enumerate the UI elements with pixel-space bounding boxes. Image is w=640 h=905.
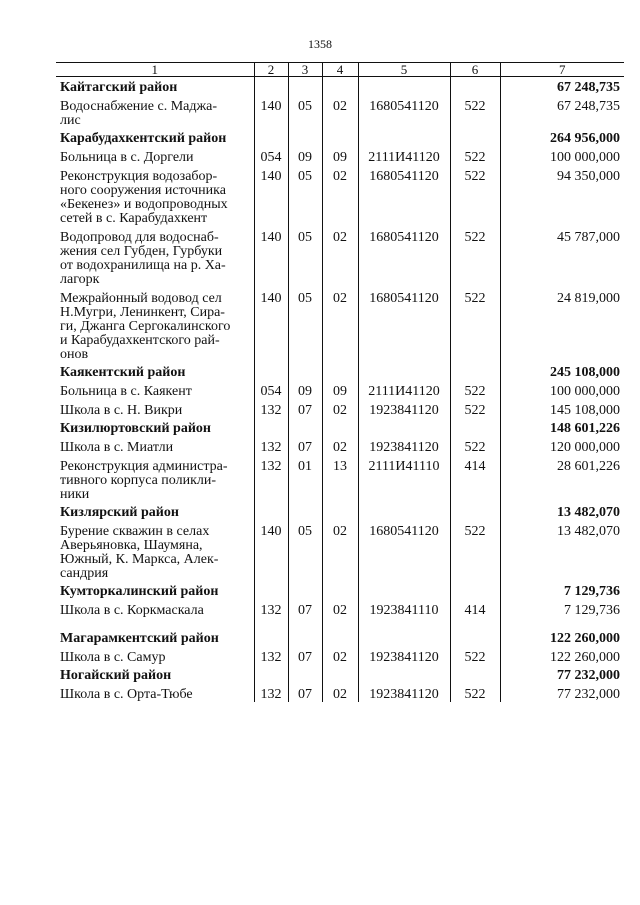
item-name-line: Больница в с. Каякент xyxy=(60,384,192,399)
subsection-code: 02 xyxy=(322,646,358,665)
column-header: 3 xyxy=(288,63,322,77)
target-article-code: 1923841120 xyxy=(358,646,450,665)
district-total: 148 601,226 xyxy=(500,418,624,436)
target-article-code: 1923841120 xyxy=(358,683,450,702)
item-name-line: Реконструкция администра- xyxy=(60,459,228,474)
item-name xyxy=(56,455,254,502)
empty-cell xyxy=(254,77,288,96)
ministry-code: 132 xyxy=(254,436,288,455)
item-amount: 77 232,000 xyxy=(500,683,624,702)
section-code: 09 xyxy=(288,146,322,165)
expense-type-code: 414 xyxy=(450,455,500,502)
spacer-cell xyxy=(322,618,358,628)
column-header: 1 xyxy=(56,63,254,77)
item-name-line: сетей в с. Карабудахкент xyxy=(60,211,208,226)
empty-cell xyxy=(288,628,322,646)
section-code: 05 xyxy=(288,226,322,287)
item-amount: 100 000,000 xyxy=(500,380,624,399)
subsection-code: 02 xyxy=(322,599,358,618)
empty-cell xyxy=(450,77,500,96)
empty-cell xyxy=(358,628,450,646)
item-name-line: жения сел Губден, Гурбуки xyxy=(60,244,223,259)
section-code: 07 xyxy=(288,646,322,665)
spacer-cell xyxy=(288,618,322,628)
column-header: 2 xyxy=(254,63,288,77)
item-name-line: ники xyxy=(60,487,90,502)
empty-cell xyxy=(450,362,500,380)
spacer-cell xyxy=(358,618,450,628)
expense-type-code: 522 xyxy=(450,436,500,455)
district-row xyxy=(56,628,624,646)
subsection-code: 09 xyxy=(322,380,358,399)
item-amount: 45 787,000 xyxy=(500,226,624,287)
subsection-code: 02 xyxy=(322,436,358,455)
empty-cell xyxy=(288,77,322,96)
item-amount: 100 000,000 xyxy=(500,146,624,165)
empty-cell xyxy=(288,581,322,599)
district-total: 13 482,070 xyxy=(500,502,624,520)
item-name xyxy=(56,226,254,287)
item-name-line: Школа в с. Самур xyxy=(60,650,166,665)
district-row xyxy=(56,128,624,146)
district-name: Кизлярский район xyxy=(60,505,179,520)
column-header: 6 xyxy=(450,63,500,77)
subsection-code: 09 xyxy=(322,146,358,165)
ministry-code: 140 xyxy=(254,95,288,128)
item-name xyxy=(56,520,254,581)
table-row xyxy=(56,646,624,665)
item-name xyxy=(56,399,254,418)
item-name xyxy=(56,146,254,165)
subsection-code: 02 xyxy=(322,399,358,418)
empty-cell xyxy=(322,628,358,646)
empty-cell xyxy=(358,581,450,599)
target-article-code: 1923841120 xyxy=(358,399,450,418)
spacer-cell xyxy=(254,618,288,628)
empty-cell xyxy=(322,77,358,96)
section-code: 05 xyxy=(288,95,322,128)
ministry-code: 132 xyxy=(254,683,288,702)
spacer-row xyxy=(56,618,624,628)
empty-cell xyxy=(322,362,358,380)
item-amount: 122 260,000 xyxy=(500,646,624,665)
item-amount: 145 108,000 xyxy=(500,399,624,418)
district-row xyxy=(56,502,624,520)
empty-cell xyxy=(450,418,500,436)
spacer-cell xyxy=(56,618,254,628)
item-name-line: Школа в с. Коркмаскала xyxy=(60,603,204,618)
item-name-line: от водохранилища на р. Ха- xyxy=(60,258,226,273)
empty-cell xyxy=(450,502,500,520)
ministry-code: 132 xyxy=(254,646,288,665)
empty-cell xyxy=(288,128,322,146)
section-code: 07 xyxy=(288,683,322,702)
item-name-line: Водоснабжение с. Маджа- xyxy=(60,99,218,114)
table-row xyxy=(56,455,624,502)
table-row xyxy=(56,165,624,226)
district-name: Ногайский район xyxy=(60,668,172,683)
empty-cell xyxy=(288,362,322,380)
table-body xyxy=(56,77,624,703)
target-article-code: 2111И41120 xyxy=(358,146,450,165)
expense-type-code: 522 xyxy=(450,646,500,665)
subsection-code: 02 xyxy=(322,165,358,226)
item-amount: 24 819,000 xyxy=(500,287,624,362)
district-row xyxy=(56,665,624,683)
item-name-line: Больница в с. Доргели xyxy=(60,150,194,165)
expense-type-code: 522 xyxy=(450,165,500,226)
expense-type-code: 522 xyxy=(450,683,500,702)
table-row xyxy=(56,683,624,702)
expense-type-code: 522 xyxy=(450,95,500,128)
empty-cell xyxy=(322,665,358,683)
item-name-line: «Бекенез» и водопроводных xyxy=(60,197,228,212)
district-name: Кайтагский район xyxy=(60,80,178,95)
item-name xyxy=(56,95,254,128)
empty-cell xyxy=(288,502,322,520)
district-row xyxy=(56,418,624,436)
ministry-code: 054 xyxy=(254,380,288,399)
empty-cell xyxy=(358,362,450,380)
target-article-code: 1680541120 xyxy=(358,520,450,581)
section-code: 09 xyxy=(288,380,322,399)
empty-cell xyxy=(358,128,450,146)
empty-cell xyxy=(358,418,450,436)
item-name xyxy=(56,436,254,455)
item-name-line: лис xyxy=(60,113,81,128)
subsection-code: 13 xyxy=(322,455,358,502)
empty-cell xyxy=(322,418,358,436)
district-name: Карабудахкентский район xyxy=(60,131,227,146)
empty-cell xyxy=(254,502,288,520)
section-code: 01 xyxy=(288,455,322,502)
subsection-code: 02 xyxy=(322,95,358,128)
table-row xyxy=(56,399,624,418)
district-name: Магарамкентский район xyxy=(60,631,219,646)
target-article-code: 1680541120 xyxy=(358,95,450,128)
district-total: 7 129,736 xyxy=(500,581,624,599)
ministry-code: 140 xyxy=(254,520,288,581)
spacer-cell xyxy=(500,618,624,628)
district-row xyxy=(56,581,624,599)
item-name-line: Школа в с. Н. Викри xyxy=(60,403,183,418)
item-name xyxy=(56,380,254,399)
section-code: 07 xyxy=(288,599,322,618)
item-amount: 13 482,070 xyxy=(500,520,624,581)
item-name-line: Аверьяновка, Шаумяна, xyxy=(60,538,203,553)
empty-cell xyxy=(322,581,358,599)
item-name xyxy=(56,165,254,226)
column-header: 5 xyxy=(358,63,450,77)
empty-cell xyxy=(358,665,450,683)
expense-type-code: 522 xyxy=(450,399,500,418)
district-row xyxy=(56,77,624,96)
ministry-code: 140 xyxy=(254,226,288,287)
item-name-line: Водопровод для водоснаб- xyxy=(60,230,219,245)
empty-cell xyxy=(322,128,358,146)
target-article-code: 1923841110 xyxy=(358,599,450,618)
table-row xyxy=(56,380,624,399)
item-name-line: лагорк xyxy=(60,272,100,287)
subsection-code: 02 xyxy=(322,226,358,287)
district-total: 264 956,000 xyxy=(500,128,624,146)
item-name-line: и Карабудахкентского рай- xyxy=(60,333,220,348)
table-row xyxy=(56,95,624,128)
expense-type-code: 522 xyxy=(450,146,500,165)
district-name: Кизилюртовский район xyxy=(60,421,211,436)
ministry-code: 054 xyxy=(254,146,288,165)
empty-cell xyxy=(450,665,500,683)
expense-type-code: 522 xyxy=(450,380,500,399)
item-name-line: Реконструкция водозабор- xyxy=(60,169,218,184)
item-name xyxy=(56,646,254,665)
ministry-code: 140 xyxy=(254,165,288,226)
column-header: 7 xyxy=(500,63,624,77)
table-row xyxy=(56,226,624,287)
empty-cell xyxy=(254,665,288,683)
target-article-code: 1680541120 xyxy=(358,226,450,287)
empty-cell xyxy=(358,77,450,96)
expense-type-code: 522 xyxy=(450,520,500,581)
section-code: 07 xyxy=(288,399,322,418)
item-name-line: онов xyxy=(60,347,89,362)
district-name: Каякентский район xyxy=(60,365,186,380)
expense-type-code: 522 xyxy=(450,226,500,287)
section-code: 07 xyxy=(288,436,322,455)
district-total: 122 260,000 xyxy=(500,628,624,646)
item-name-line: Школа в с. Орта-Тюбе xyxy=(60,687,193,702)
empty-cell xyxy=(254,362,288,380)
district-row xyxy=(56,362,624,380)
target-article-code: 1680541120 xyxy=(358,165,450,226)
column-header: 4 xyxy=(322,63,358,77)
ministry-code: 132 xyxy=(254,455,288,502)
item-name xyxy=(56,683,254,702)
item-amount: 120 000,000 xyxy=(500,436,624,455)
ministry-code: 132 xyxy=(254,399,288,418)
item-name xyxy=(56,599,254,618)
target-article-code: 2111И41110 xyxy=(358,455,450,502)
item-name-line: Межрайонный водовод сел xyxy=(60,291,222,306)
expense-type-code: 522 xyxy=(450,287,500,362)
item-name-line: тивного корпуса поликли- xyxy=(60,473,217,488)
section-code: 05 xyxy=(288,287,322,362)
item-amount: 94 350,000 xyxy=(500,165,624,226)
empty-cell xyxy=(254,128,288,146)
empty-cell xyxy=(254,628,288,646)
section-code: 05 xyxy=(288,165,322,226)
item-name-line: Бурение скважин в селах xyxy=(60,524,210,539)
item-amount: 28 601,226 xyxy=(500,455,624,502)
budget-table xyxy=(56,62,624,702)
table-row xyxy=(56,520,624,581)
empty-cell xyxy=(358,502,450,520)
district-total: 67 248,735 xyxy=(500,77,624,96)
empty-cell xyxy=(450,628,500,646)
subsection-code: 02 xyxy=(322,520,358,581)
spacer-cell xyxy=(450,618,500,628)
ministry-code: 132 xyxy=(254,599,288,618)
item-name-line: Школа в с. Миатли xyxy=(60,440,174,455)
item-name-line: сандрия xyxy=(60,566,109,581)
target-article-code: 2111И41120 xyxy=(358,380,450,399)
item-amount: 67 248,735 xyxy=(500,95,624,128)
empty-cell xyxy=(288,665,322,683)
table-row xyxy=(56,146,624,165)
item-name-line: ного сооружения источника xyxy=(60,183,226,198)
district-total: 245 108,000 xyxy=(500,362,624,380)
expense-type-code: 414 xyxy=(450,599,500,618)
item-name xyxy=(56,287,254,362)
empty-cell xyxy=(288,418,322,436)
empty-cell xyxy=(254,581,288,599)
table-row xyxy=(56,599,624,618)
table-header-row xyxy=(56,63,624,77)
item-amount: 7 129,736 xyxy=(500,599,624,618)
page-number: 1358 xyxy=(308,37,332,51)
subsection-code: 02 xyxy=(322,287,358,362)
item-name-line: Южный, К. Маркса, Алек- xyxy=(60,552,219,567)
table-row xyxy=(56,287,624,362)
empty-cell xyxy=(450,581,500,599)
ministry-code: 140 xyxy=(254,287,288,362)
district-total: 77 232,000 xyxy=(500,665,624,683)
item-name-line: Н.Мугри, Ленинкент, Сира- xyxy=(60,305,225,320)
empty-cell xyxy=(254,418,288,436)
empty-cell xyxy=(450,128,500,146)
target-article-code: 1680541120 xyxy=(358,287,450,362)
section-code: 05 xyxy=(288,520,322,581)
empty-cell xyxy=(322,502,358,520)
table-row xyxy=(56,436,624,455)
district-name: Кумторкалинский район xyxy=(60,584,219,599)
item-name-line: ги, Джанга Сергокалинского xyxy=(60,319,231,334)
target-article-code: 1923841120 xyxy=(358,436,450,455)
subsection-code: 02 xyxy=(322,683,358,702)
